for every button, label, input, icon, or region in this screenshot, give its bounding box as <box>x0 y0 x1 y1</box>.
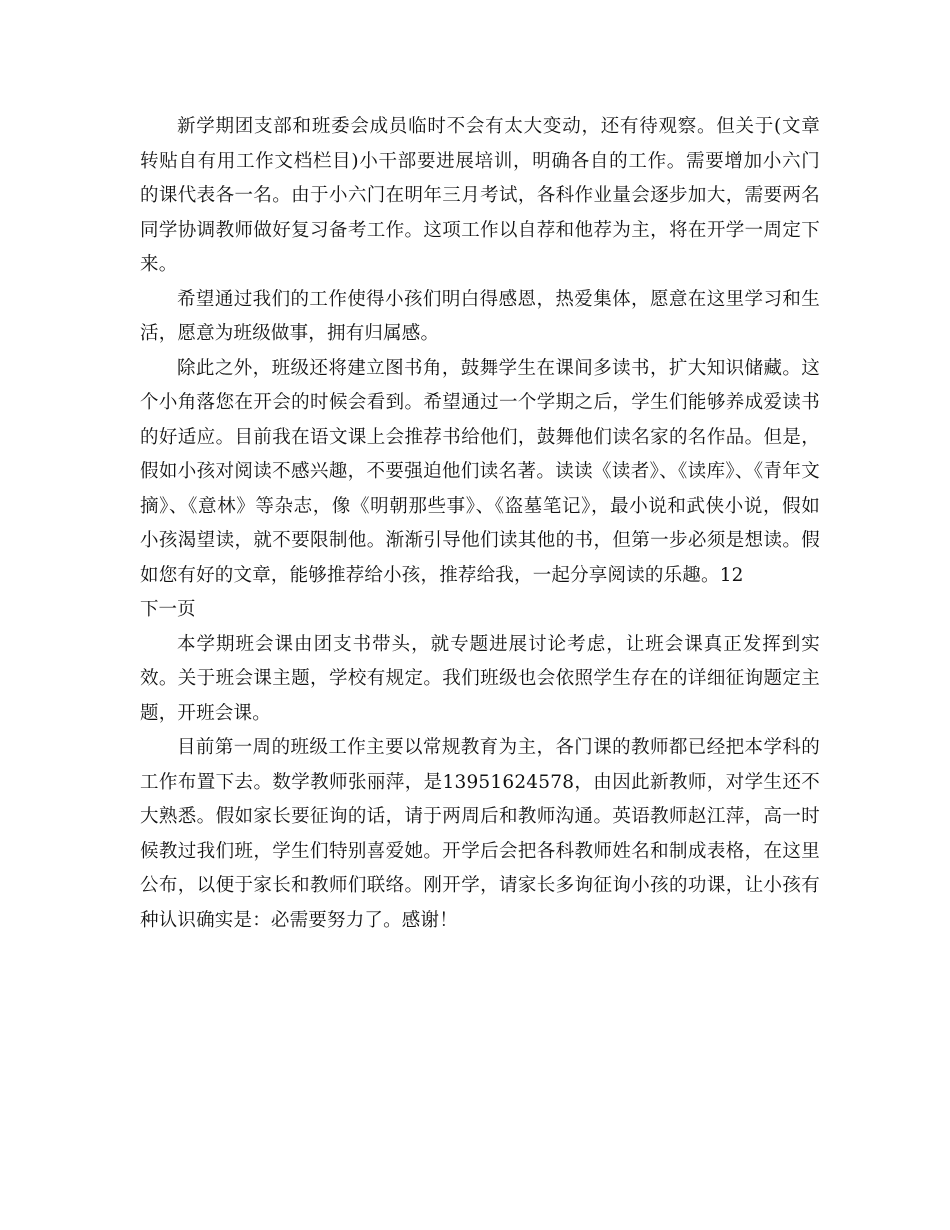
document-page <box>140 110 820 938</box>
paragraph-1: 新学期团支部和班委会成员临时不会有太大变动，还有待观察。但关于(文章转贴自有用工作文档栏目)小干部要进展培训，明确各自的工作。需要增加小六门的课代表各一名。由于小六门在明年三月考试，各科作业量会逐步加大，需要两名同学协调教师做好复习备考工作。这项工作以自荐和他荐为主，将在开学一周定下来。 <box>140 116 820 275</box>
paragraph-3: 除此之外，班级还将建立图书角，鼓舞学生在课间多读书，扩大知识储藏。这个小角落您在开会的时候会看到。希望通过一个学期之后，学生们能够养成爱读书的好适应。目前我在语文课上会推荐书给他们，鼓舞他们读名家的名作品。但是，假如小孩对阅读不感兴趣，不要强迫他们读名著。读读《读者》、《读库》、《青年文摘》、《意林》等杂志，像《明朝那些事》、《盗墓笔记》，最小说和武侠小说，假如小孩渴望读，就不要限制他。渐渐引导他们读其他的书，但第一步必须是想读。假如您有好的文章，能够推荐给小孩，推荐给我，一起分享阅读的乐趣。12 <box>140 357 820 586</box>
paragraph-4: 本学期班会课由团支书带头，就专题进展讨论考虑，让班会课真正发挥到实效。关于班会课主题，学校有规定。我们班级也会依照学生存在的详细征询题定主题，开班会课。 <box>140 633 820 724</box>
next-page-link[interactable]: 下一页 <box>140 599 196 620</box>
paragraph-5: 目前第一周的班级工作主要以常规教育为主，各门课的教师都已经把本学科的工作布置下去。数学教师张丽萍，是13951624578，由因此新教师，对学生还不大熟悉。假如家长要征询的话，请于两周后和教师沟通。英语教师赵江萍，高一时候教过我们班，学生们特别喜爱她。开学后会把各科教师姓名和制成表格，在这里公布，以便于家长和教师们联络。刚开学，请家长多询征询小孩的功课，让小孩有种认识确实是：必需要努力了。感谢！ <box>140 737 820 931</box>
paragraph-2: 希望通过我们的工作使得小孩们明白得感恩，热爱集体，愿意在这里学习和生活，愿意为班级做事，拥有归属感。 <box>140 288 820 344</box>
